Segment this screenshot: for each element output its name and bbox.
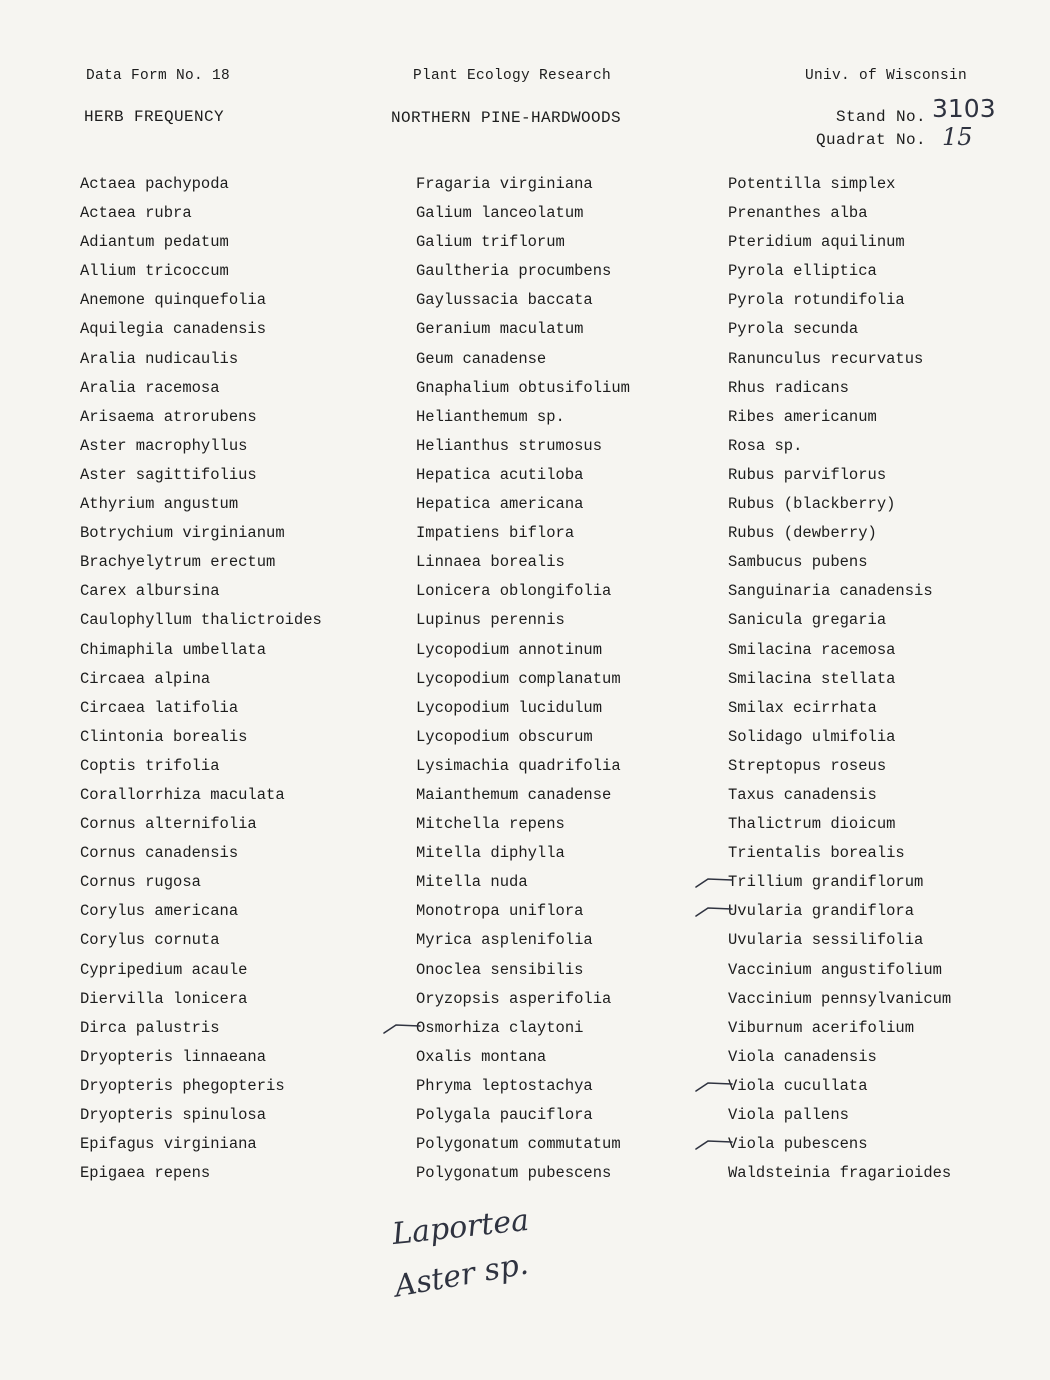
check-mark-icon	[382, 1016, 422, 1038]
species-name: Potentilla simplex	[728, 175, 896, 193]
species-row	[416, 257, 630, 286]
species-name: Adiantum pedatum	[80, 233, 229, 252]
species-name: Lonicera oblongifolia	[416, 582, 612, 601]
species-row	[416, 868, 630, 897]
species-name: Ranunculus recurvatus	[728, 349, 924, 368]
species-row	[80, 1043, 322, 1072]
species-row	[728, 781, 951, 810]
species-name: Gaultheria procumbens	[416, 262, 612, 281]
species-row	[80, 461, 322, 490]
species-name: Corylus cornuta	[80, 931, 220, 950]
species-name: Dryopteris linnaeana	[80, 1047, 267, 1066]
species-name: Carex albursina	[80, 582, 220, 601]
species-row	[728, 345, 951, 374]
species-row	[80, 228, 322, 257]
species-row	[728, 810, 951, 839]
species-row	[416, 199, 630, 228]
species-name: Galium triflorum	[416, 233, 565, 252]
species-name: Oxalis montana	[416, 1047, 547, 1066]
species-row	[728, 1014, 951, 1043]
species-row	[728, 985, 951, 1014]
species-row	[728, 257, 951, 286]
species-row	[728, 374, 951, 403]
species-row	[80, 926, 322, 955]
species-name: Aquilegia canadensis	[80, 320, 267, 339]
species-row	[80, 897, 322, 926]
species-name: Smilacina racemosa	[728, 640, 896, 659]
species-row	[728, 461, 951, 490]
species-name: Vaccinium pennsylvanicum	[728, 989, 952, 1008]
species-row	[80, 694, 322, 723]
species-name: Athyrium angustum	[80, 495, 239, 514]
species-name: Impatiens biflora	[416, 524, 575, 543]
species-name: Maianthemum canadense	[416, 785, 612, 804]
species-row	[728, 1043, 951, 1072]
species-name: Lycopodium lucidulum	[416, 698, 603, 717]
species-row	[80, 257, 322, 286]
species-name: Botrychium virginianum	[80, 524, 285, 543]
species-row	[416, 432, 630, 461]
species-name: Rhus radicans	[728, 378, 849, 397]
species-row	[416, 694, 630, 723]
check-mark-icon	[694, 870, 734, 892]
species-row	[80, 432, 322, 461]
species-row	[416, 956, 630, 985]
species-row	[80, 839, 322, 868]
species-row	[416, 636, 630, 665]
species-name: Lycopodium annotinum	[416, 640, 603, 659]
program-name: Plant Ecology Research	[413, 68, 612, 84]
species-row	[80, 956, 322, 985]
species-row	[416, 286, 630, 315]
species-row	[416, 665, 630, 694]
species-row	[416, 403, 630, 432]
species-name: Cornus rugosa	[80, 873, 201, 892]
species-name: Gnaphalium obtusifolium	[416, 378, 630, 397]
species-name: Actaea pachypoda	[80, 175, 229, 193]
species-row	[80, 606, 322, 635]
species-row	[80, 315, 322, 344]
species-row	[728, 1159, 951, 1188]
check-mark-icon	[694, 1132, 734, 1154]
species-row	[728, 636, 951, 665]
species-row	[728, 723, 951, 752]
species-row	[416, 1014, 630, 1043]
species-row	[416, 1072, 630, 1101]
species-row	[416, 577, 630, 606]
species-name: Aralia racemosa	[80, 378, 220, 397]
species-name: Anemone quinquefolia	[80, 291, 267, 310]
species-name: Viburnum acerifolium	[728, 1018, 915, 1037]
species-row	[80, 548, 322, 577]
species-row	[728, 432, 951, 461]
species-row	[416, 461, 630, 490]
species-name: Dryopteris spinulosa	[80, 1106, 267, 1124]
species-row	[728, 315, 951, 344]
species-row	[80, 490, 322, 519]
species-row	[728, 286, 951, 315]
species-name: Uvularia sessilifolia	[728, 931, 924, 950]
species-name: Rubus parviflorus	[728, 465, 887, 484]
species-row	[728, 694, 951, 723]
species-name: Solidago ulmifolia	[728, 727, 896, 746]
species-name: Lysimachia quadrifolia	[416, 756, 621, 775]
species-row	[80, 403, 322, 432]
species-row	[728, 606, 951, 635]
species-row	[728, 170, 951, 199]
species-name: Vaccinium angustifolium	[728, 960, 942, 979]
species-row	[80, 199, 322, 228]
species-name: Aralia nudicaulis	[80, 349, 239, 368]
species-row	[416, 1101, 630, 1130]
species-name: Actaea rubra	[80, 204, 192, 223]
species-name: Gaylussacia baccata	[416, 291, 593, 310]
species-name: Corylus americana	[80, 902, 239, 921]
species-row	[416, 1130, 630, 1159]
species-row	[80, 985, 322, 1014]
species-name: Osmorhiza claytoni	[416, 1018, 584, 1037]
species-name: Aster sagittifolius	[80, 465, 257, 484]
species-row	[728, 1072, 951, 1101]
species-name: Smilacina stellata	[728, 669, 896, 688]
species-row	[416, 926, 630, 955]
species-name: Aster macrophyllus	[80, 436, 248, 455]
species-row	[728, 519, 951, 548]
species-row	[728, 665, 951, 694]
species-name: Viola canadensis	[728, 1047, 877, 1066]
species-name: Coptis trifolia	[80, 756, 220, 775]
species-column-1	[80, 170, 322, 1188]
species-name: Smilax ecirrhata	[728, 698, 877, 717]
species-row	[80, 1014, 322, 1043]
species-row	[416, 519, 630, 548]
species-row	[80, 636, 322, 665]
species-row	[80, 577, 322, 606]
species-row	[416, 606, 630, 635]
species-row	[728, 228, 951, 257]
species-name: Galium lanceolatum	[416, 204, 584, 223]
species-name: Mitchella repens	[416, 815, 565, 834]
species-row	[728, 956, 951, 985]
species-row	[728, 926, 951, 955]
species-name: Epifagus virginiana	[80, 1135, 257, 1154]
species-row	[80, 781, 322, 810]
species-name: Sambucus pubens	[728, 553, 868, 572]
species-name: Circaea alpina	[80, 669, 211, 688]
species-name: Circaea latifolia	[80, 698, 239, 717]
species-name: Viola cucullata	[728, 1076, 868, 1095]
species-row	[80, 374, 322, 403]
species-name: Monotropa uniflora	[416, 902, 584, 921]
species-name: Uvularia grandiflora	[728, 902, 915, 921]
species-name: Sanicula gregaria	[728, 611, 887, 630]
species-name: Trillium grandiflorum	[728, 873, 924, 892]
species-row	[416, 490, 630, 519]
species-row	[728, 577, 951, 606]
stand-number-value: 3103	[932, 94, 996, 123]
check-mark-icon	[694, 899, 734, 921]
species-name: Caulophyllum thalictroides	[80, 611, 322, 630]
species-name: Pteridium aquilinum	[728, 233, 905, 252]
species-name: Rubus (blackberry)	[728, 495, 896, 514]
species-name: Epigaea repens	[80, 1164, 211, 1183]
species-row	[728, 752, 951, 781]
species-name: Cornus canadensis	[80, 844, 239, 863]
handwritten-note-1: Laportea	[390, 1202, 531, 1253]
check-mark-icon	[694, 1074, 734, 1096]
species-row	[728, 490, 951, 519]
species-row	[728, 199, 951, 228]
species-name: Ribes americanum	[728, 407, 877, 426]
species-row	[80, 345, 322, 374]
species-row	[728, 868, 951, 897]
species-column-2	[416, 170, 630, 1188]
species-row	[416, 985, 630, 1014]
species-name: Streptopus roseus	[728, 756, 887, 775]
species-name: Cornus alternifolia	[80, 815, 257, 834]
species-name: Myrica asplenifolia	[416, 931, 593, 950]
species-name: Sanguinaria canadensis	[728, 582, 933, 601]
species-row	[416, 1043, 630, 1072]
species-name: Linnaea borealis	[416, 553, 565, 572]
species-row	[728, 839, 951, 868]
species-row	[416, 315, 630, 344]
species-name: Diervilla lonicera	[80, 989, 248, 1008]
quadrat-number-label: Quadrat No.	[816, 131, 927, 149]
species-name: Helianthemum sp.	[416, 407, 565, 426]
species-row	[80, 1072, 322, 1101]
species-name: Lycopodium obscurum	[416, 727, 593, 746]
species-row	[728, 1101, 951, 1130]
species-row	[80, 1130, 322, 1159]
species-name: Taxus canadensis	[728, 785, 877, 804]
species-name: Viola pubescens	[728, 1135, 868, 1154]
species-name: Dirca palustris	[80, 1018, 220, 1037]
species-name: Cypripedium acaule	[80, 960, 248, 979]
species-name: Corallorrhiza maculata	[80, 785, 285, 804]
species-row	[728, 897, 951, 926]
species-row	[416, 897, 630, 926]
species-row	[80, 665, 322, 694]
species-row	[416, 345, 630, 374]
species-name: Pyrola secunda	[728, 320, 859, 339]
species-name: Trientalis borealis	[728, 844, 905, 863]
species-name: Phryma leptostachya	[416, 1076, 593, 1095]
species-name: Allium tricoccum	[80, 262, 229, 281]
species-name: Rosa sp.	[728, 436, 803, 455]
species-name: Prenanthes alba	[728, 204, 868, 223]
species-name: Mitella diphylla	[416, 844, 565, 863]
species-row	[80, 752, 322, 781]
species-name: Brachyelytrum erectum	[80, 553, 276, 572]
species-row	[416, 723, 630, 752]
species-name: Mitella nuda	[416, 873, 528, 892]
species-name: Lycopodium complanatum	[416, 669, 621, 688]
species-row	[80, 810, 322, 839]
species-name: Hepatica americana	[416, 495, 584, 514]
handwritten-note-2: Aster sp.	[391, 1246, 531, 1305]
form-number: Data Form No. 18	[86, 68, 231, 84]
species-name: Polygonatum pubescens	[416, 1164, 612, 1183]
species-name: Onoclea sensibilis	[416, 960, 584, 979]
species-row	[728, 1130, 951, 1159]
quadrat-number-value: 15	[942, 123, 973, 151]
species-row	[416, 228, 630, 257]
species-row	[416, 548, 630, 577]
species-row	[80, 286, 322, 315]
species-row	[416, 810, 630, 839]
species-name: Waldsteinia fragarioides	[728, 1164, 952, 1183]
species-name: Fragaria virginiana	[416, 175, 593, 193]
species-column-3	[728, 170, 951, 1188]
species-row	[80, 519, 322, 548]
species-row	[416, 839, 630, 868]
species-row	[416, 170, 630, 199]
species-name: Polygonatum commutatum	[416, 1135, 621, 1154]
species-name: Helianthus strumosus	[416, 436, 603, 455]
institution-name: Univ. of Wisconsin	[805, 68, 968, 84]
species-name: Thalictrum dioicum	[728, 815, 896, 834]
species-name: Viola pallens	[728, 1106, 849, 1124]
species-row	[728, 403, 951, 432]
species-name: Arisaema atrorubens	[80, 407, 257, 426]
species-row	[728, 548, 951, 577]
species-row	[416, 781, 630, 810]
species-name: Oryzopsis asperifolia	[416, 989, 612, 1008]
species-name: Hepatica acutiloba	[416, 465, 584, 484]
species-row	[416, 752, 630, 781]
species-row	[416, 374, 630, 403]
species-name: Geranium maculatum	[416, 320, 584, 339]
community-title: NORTHERN PINE-HARDWOODS	[391, 109, 622, 127]
species-name: Lupinus perennis	[416, 611, 565, 630]
stand-number-label: Stand No.	[836, 108, 927, 126]
form-title: HERB FREQUENCY	[84, 108, 225, 126]
species-name: Pyrola rotundifolia	[728, 291, 905, 310]
species-row	[80, 1159, 322, 1188]
species-name: Dryopteris phegopteris	[80, 1076, 285, 1095]
species-name: Geum canadense	[416, 349, 547, 368]
species-row	[80, 723, 322, 752]
species-row	[80, 170, 322, 199]
species-name: Pyrola elliptica	[728, 262, 877, 281]
species-row	[416, 1159, 630, 1188]
species-row	[80, 1101, 322, 1130]
species-name: Clintonia borealis	[80, 727, 248, 746]
species-name: Rubus (dewberry)	[728, 524, 877, 543]
species-name: Chimaphila umbellata	[80, 640, 267, 659]
species-row	[80, 868, 322, 897]
species-name: Polygala pauciflora	[416, 1106, 593, 1124]
